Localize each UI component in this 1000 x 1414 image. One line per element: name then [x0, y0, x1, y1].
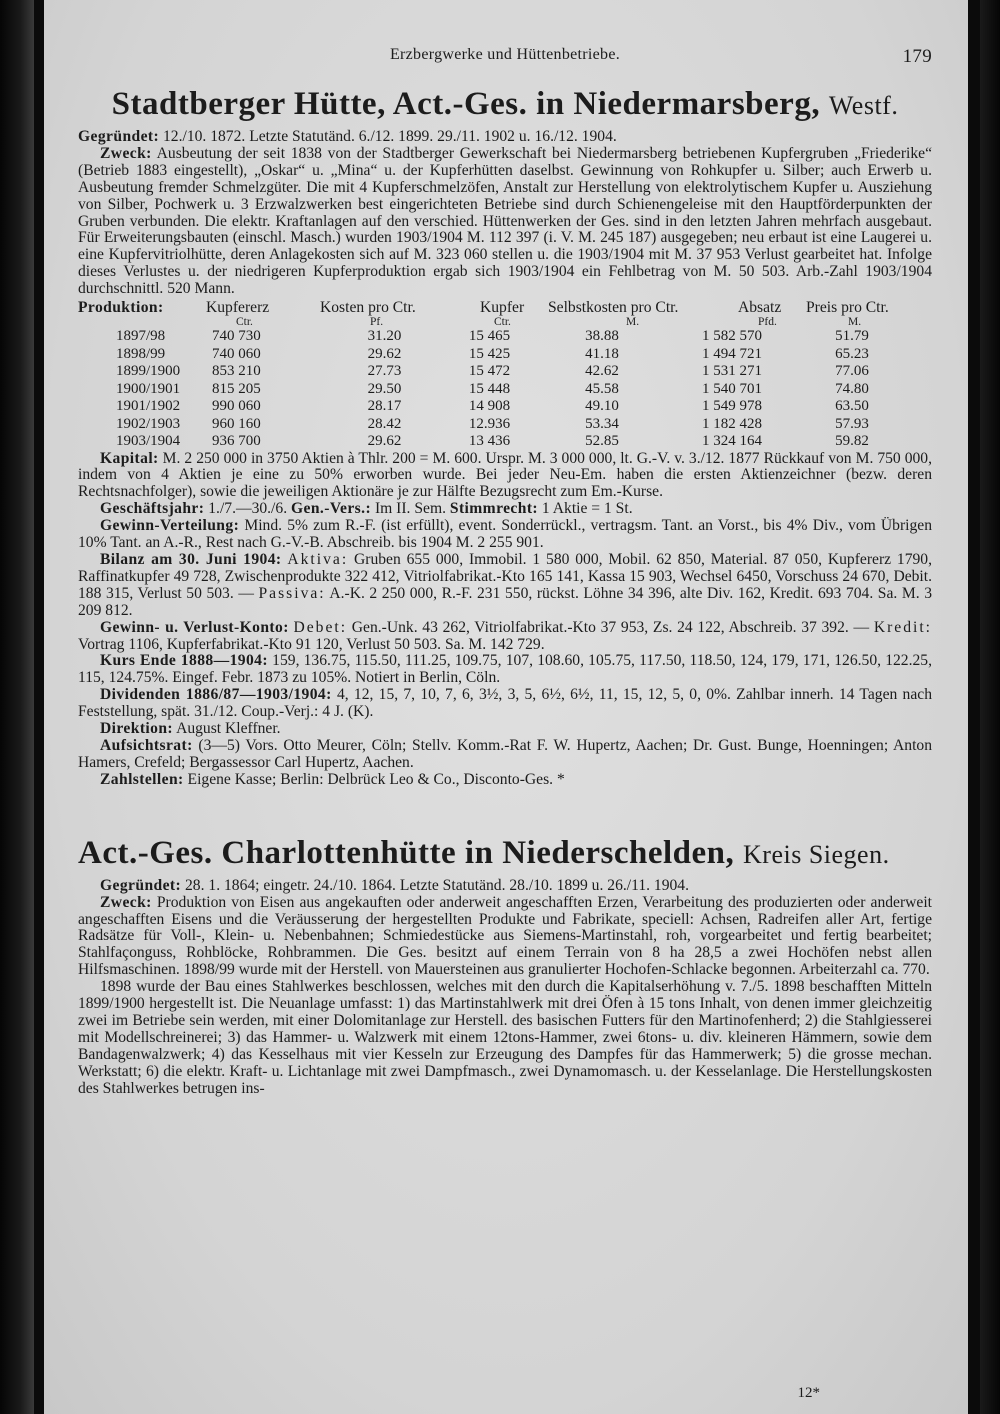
- entry-kurs: [78, 653, 932, 687]
- text-geschaeftsjahr: 1./7.—30./6.: [208, 500, 288, 518]
- cell-kupfer: 12.936: [468, 415, 511, 432]
- label2-gegruendet: Gegründet:: [100, 876, 182, 894]
- text-genvers: Im II. Sem.: [374, 500, 446, 518]
- label-stimmrecht: Stimmrecht:: [449, 500, 539, 518]
- label-gewinnverteilung: Gewinn-Verteilung:: [100, 517, 240, 535]
- label-zahlstellen: Zahlstellen:: [100, 770, 184, 788]
- text2-zweck: Produktion von Eisen aus angekauften oder anderweit angeschafften Erzen, Verarbeitung des produzierten oder anderweit angeschafften Eisens und die Veräusserung der hergestellten Produkte und Fabrikate, speciell: Achsen, Radreifen aller Art, fertige Radsätze für Voll-, Klein- u. Nebenbahnen; Schmiedestücke aus Siemens-Martinstahl, roh, vorgearbeitet und fertig bearbeitet; Stahlfaçonguss, Rohblöcke, Rohbrammen. Die Ges. besitzt auf einem Terrain von 8 ha 28,5 a zwei Hochöfen nebst allen Hilfsmaschinen. 1898/99 wurde mit der Herstell. von Mauersteinen aus granulierter Hochofen-Schlacke begonnen. Arbeiterzahl ca. 770.: [78, 893, 932, 979]
- col-selbstkosten: Selbstkosten pro Ctr.: [548, 299, 679, 317]
- text-kurs: 159, 136.75, 115.50, 111.25, 109.75, 107, 108.60, 105.75, 117.50, 118.50, 124, 179, 171, 126.50, 122.25, 115, 124.75%. Eingef. Febr. 1873 zu 105%. Notiert in Berlin, Cöln.: [78, 652, 932, 687]
- entry-gegruendet: [78, 129, 932, 146]
- text-zahlstellen: Eigene Kasse; Berlin: Delbrück Leo & Co., Disconto-Ges. *: [187, 770, 565, 788]
- company-title-suffix: Westf.: [828, 91, 899, 120]
- label-aufsichtsrat: Aufsichtsrat:: [100, 736, 193, 754]
- col-kupfer: Kupfer: [480, 299, 525, 317]
- cell-selbstkosten: 38.88: [585, 328, 619, 345]
- cell-kosten: 31.20: [367, 328, 402, 345]
- col-absatz: Absatz: [738, 299, 782, 317]
- company-title-stadtberger: [78, 86, 932, 123]
- entry-gewinnverteilung: [78, 518, 932, 552]
- scan-left-border: [0, 0, 34, 1414]
- col-kosten: Kosten pro Ctr.: [320, 299, 416, 317]
- cell-kupfer: 14 908: [468, 398, 511, 415]
- text-debet: Gen.-Unk. 43 262, Vitriolfabrikat.-Kto 37 953, Zs. 24 122, Abschreib. 37 392. —: [351, 618, 870, 636]
- page-number: 179: [902, 46, 932, 67]
- cell-kupfererz: 936 700: [212, 433, 261, 450]
- cell-year: 1897/98: [116, 328, 166, 345]
- entry-kapital: [78, 451, 932, 502]
- company-title-main: Stadtberger Hütte, Act.-Ges. in Niedermarsberg,: [111, 86, 821, 122]
- label-direktion: Direktion:: [100, 720, 174, 738]
- cell-kosten: 29.62: [367, 345, 402, 362]
- cell-preis: 77.06: [835, 363, 869, 380]
- cell-kupfererz: 960 160: [212, 415, 261, 432]
- cell-kupfererz: 815 205: [212, 380, 261, 397]
- cell-year: 1899/1900: [116, 363, 181, 380]
- text-kredit: Vortrag 1106, Kupferfabrikat.-Kto 91 120, Verlust 50 503. Sa. M. 142 729.: [78, 635, 545, 653]
- cell-preis: 63.50: [835, 398, 869, 415]
- production-table-body: [116, 328, 912, 451]
- cell-kupfererz: 853 210: [212, 363, 261, 380]
- production-units: [78, 316, 932, 328]
- cell-selbstkosten: 49.10: [585, 398, 619, 415]
- cell-kosten: 29.62: [367, 433, 402, 450]
- text-stimmrecht: 1 Aktie = 1 St.: [541, 500, 633, 518]
- cell-kosten: 28.17: [367, 398, 402, 415]
- entry-bilanz: [78, 552, 932, 620]
- cell-kosten: 29.50: [367, 380, 402, 397]
- text-gegruendet: 12./10. 1872. Letzte Statutänd. 6./12. 1899. 29./11. 1902 u. 16./12. 1904.: [163, 128, 617, 145]
- cell-kupfer: 15 472: [468, 363, 511, 380]
- production-row: [116, 398, 912, 416]
- cell-kupfererz: 990 060: [212, 398, 261, 415]
- company2-title-main: Act.-Ges. Charlottenhütte in Niederschelden,: [78, 834, 735, 871]
- text-aufsichtsrat: (3—5) Vors. Otto Meurer, Cöln; Stellv. Komm.-Rat F. W. Hupertz, Aachen; Dr. Gust. Bunge, Hoenningen; Anton Hamers, Crefeld; Bergassessor Carl Hupertz, Aachen.: [78, 736, 932, 771]
- cell-kupfer: 15 465: [468, 328, 511, 345]
- label-geschaeftsjahr: Geschäftsjahr:: [100, 500, 205, 518]
- cell-kupfer: 15 425: [468, 345, 511, 362]
- cell-absatz: 1 540 701: [702, 380, 762, 397]
- entry-zahlstellen: [78, 772, 932, 789]
- scan-right-border: [980, 0, 1000, 1414]
- running-header: [78, 40, 932, 70]
- unit-preis: M.: [848, 316, 862, 329]
- entry-guv: [78, 620, 932, 654]
- production-row: [116, 328, 912, 346]
- cell-preis: 51.79: [835, 328, 869, 345]
- cell-kupfer: 13 436: [468, 433, 511, 450]
- cell-kosten: 27.73: [367, 363, 402, 380]
- cell-preis: 65.23: [835, 345, 869, 362]
- label-dividenden: Dividenden 1886/87—1903/1904:: [100, 686, 332, 704]
- cell-kupfererz: 740 730: [212, 328, 261, 345]
- cell-selbstkosten: 53.34: [585, 415, 619, 432]
- cell-absatz: 1 531 271: [702, 363, 762, 380]
- cell-selbstkosten: 41.18: [585, 345, 619, 362]
- cell-selbstkosten: 42.62: [585, 363, 619, 380]
- label-zweck: Zweck:: [100, 144, 152, 162]
- signature-mark: 12*: [797, 1385, 820, 1401]
- text-dividenden: 4, 12, 15, 7, 10, 7, 6, 3½, 3, 5, 6½, 6½, 11, 15, 12, 5, 0, 0%. Zahlbar innerh. 14 Tagen nach Feststellung, spät. 31./12. Coup.-Verj.: 4 J. (K).: [78, 686, 932, 721]
- company-title-charlottenhuette: [78, 835, 932, 872]
- cell-selbstkosten: 52.85: [585, 433, 619, 450]
- cell-preis: 74.80: [835, 380, 869, 397]
- cell-year: 1898/99: [116, 345, 166, 362]
- cell-kosten: 28.42: [367, 415, 402, 432]
- cell-absatz: 1 549 978: [702, 398, 762, 415]
- document-page: [44, 0, 968, 1414]
- entry2-gegruendet: [78, 878, 932, 895]
- label-gegruendet: Gegründet:: [78, 128, 160, 145]
- text-zweck: Ausbeutung der seit 1838 von der Stadtberger Gewerkschaft bei Niedermarsberg betriebenen Kupfergruben „Friederike“ (Betrieb 1883 eingestellt), „Oskar“ u. „Mina“ u. der Kupferhütten daselbst. Gewinnung von Rohkupfer u. Silber; auch Erwerb u. Ausbeutung fremder Schmelzgüter. Die mit 4 Kupferschmelzöfen, Anstalt zur Herstellung von elektrolytischem Kupfer u. Ausziehung von Silber, Pochwerk u. 3 Erzwalzwerken best eingerichteten Betriebe sind durch Schienengeleise mit den Hauptförderpunkten der Gruben verbunden. Die elektr. Kraftanlagen auf den verschied. Hüttenwerken der Ges. sind in den letzten Jahren mehrfach ausgebaut. Für Erweiterungsbauten (einschl. Masch.) wurden 1903/1904 M. 112 397 (i. V. M. 245 187) ausgegeben; neu erbaut ist eine Laugerei u. eine Kupfervitriolhütte, deren Anlagekosten sich auf M. 323 060 stellen u. die 1903/1904 mit M. 37 953 Verlust gearbeitet hat. Infolge dieses Verlustes u. der niedrigeren Kupferproduktion ergab sich 1903/1904 ein Fehlbetrag von M. 50 503. Arb.-Zahl 1903/1904 durchschnittl. 520 Mann.: [78, 144, 932, 298]
- label-aktiva: Aktiva:: [287, 551, 349, 568]
- production-row: [116, 363, 912, 381]
- text-kapital: M. 2 250 000 in 3750 Aktien à Thlr. 200 = M. 600. Urspr. M. 3 000 000, lt. G.-V. v. 3./12. 1877 Rückkauf von M. 750 000, indem von 4 Aktien je eine zu 50% erworben wurde. Bei jeder Neu-Em. haben die ersten Aktienzeichner (bezw. deren Rechtsnachfolger), sowie die jeweiligen Aktionäre je zur Hälfte Bezugsrecht zum Em.-Kurse.: [78, 449, 932, 501]
- unit-selbstkosten: M.: [626, 316, 640, 329]
- cell-year: 1902/1903: [116, 415, 181, 432]
- text-passiva: A.-K. 2 250 000, R.-F. 231 550, rückst. Löhne 34 396, alte Div. 162, Kredit. 693 704. Sa. M. 3 209 812.: [78, 584, 932, 619]
- label-passiva: Passiva:: [258, 584, 326, 602]
- text-gewinnverteilung: Mind. 5% zum R.-F. (ist erfüllt), event. Sonderrückl., vertragsm. Tant. an Vorst., bis 4% Div., vom Übrigen 10% Tant. an A.-R., Rest nach G.-V.-B. Abschreib. bis 1904 M. 2 255 901.: [78, 517, 932, 552]
- cell-year: 1901/1902: [116, 398, 181, 415]
- label-kurs: Kurs Ende 1888—1904:: [100, 652, 268, 670]
- text-aktiva: Gruben 655 000, Immobil. 1 580 000, Mobil. 62 850, Material. 87 050, Kupfererz 1790, Raffinatkupfer 49 728, Zwischenprodukte 322 412, Vitriolfabrikat.-Kto 165 141, Kassa 15 903, Wechsel 6450, Vorschuss 24 670, Debit. 188 315, Verlust 50 503. —: [78, 551, 932, 602]
- label-produktion: Produktion:: [78, 299, 164, 317]
- col-preis: Preis pro Ctr.: [806, 299, 889, 317]
- label-debet: Debet:: [293, 618, 348, 636]
- production-header: [78, 299, 932, 316]
- cell-absatz: 1 582 570: [702, 328, 762, 345]
- entry-aufsichtsrat: [78, 738, 932, 772]
- cell-year: 1903/1904: [116, 433, 181, 450]
- production-row: [116, 381, 912, 399]
- label-kredit: Kredit:: [873, 618, 932, 636]
- cell-kupfer: 15 448: [468, 380, 511, 397]
- cell-selbstkosten: 45.58: [585, 380, 619, 397]
- text2-gegruendet: 28. 1. 1864; eingetr. 24./10. 1864. Letzte Statutänd. 28./10. 1899 u. 26./11. 1904.: [185, 876, 690, 894]
- label-kapital: Kapital:: [100, 449, 159, 467]
- label-bilanz: Bilanz am 30. Juni 1904:: [100, 551, 282, 568]
- cell-kupfererz: 740 060: [212, 345, 261, 362]
- unit-kupfererz: Ctr.: [236, 316, 253, 329]
- running-head-title: Erzbergwerke und Hüttenbetriebe.: [389, 46, 621, 63]
- cell-year: 1900/1901: [116, 380, 181, 397]
- entry-zweck: [78, 146, 932, 298]
- entry2-paragraph: 1898 wurde der Bau eines Stahlwerkes beschlossen, welches mit den durch die Kapitalserhöhung v. 7./5. 1898 beschafften Mitteln 1899/1900 hergestellt ist. Die Neuanlage umfasst: 1) das Martinstahlwerk mit drei Öfen à 15 tons Inhalt, von denen immer gleichzeitig zwei im Betriebe sein werden, mit einer Dolomitanlage zur Herstell. des basischen Futters für den Martinofenherd; 2) die Stahlgiesserei mit Modellschreinerei; 3) das Hammer- u. Walzwerk mit einem 12tons-Hammer, zwei 6tons- u. div. kleineren Hämmern, sowie dem Bandagenwalzwerk; 4) das Kesselhaus mit vier Kesseln zur Erzeugung des Dampfes für das Hammerwerk; 5) die grosse mechan. Werkstatt; 6) die elektr. Kraft- u. Lichtanlage mit zwei Dampfmasch., zwei Dynamomasch. u. der Kesselanlage. Die Herstellungskosten des Stahlwerkes betrugen ins-: [78, 978, 932, 1097]
- unit-absatz: Pfd.: [758, 316, 777, 329]
- production-table: [116, 328, 912, 451]
- production-row: [116, 433, 912, 451]
- company2-title-suffix: Kreis Siegen.: [743, 839, 890, 869]
- production-row: [116, 346, 912, 364]
- unit-kosten: Pf.: [370, 316, 384, 329]
- entry-direktion: [78, 721, 932, 738]
- label-guv: Gewinn- u. Verlust-Konto:: [100, 618, 289, 636]
- entry-dividenden: [78, 687, 932, 721]
- unit-kupfer: Ctr.: [494, 316, 511, 329]
- entry-geschaeftsjahr: [78, 501, 932, 518]
- cell-absatz: 1 324 164: [702, 433, 762, 450]
- col-kupfererz: Kupfererz: [206, 299, 270, 317]
- label2-zweck: Zweck:: [100, 893, 152, 911]
- cell-absatz: 1 494 721: [702, 345, 762, 362]
- production-row: [116, 416, 912, 434]
- cell-preis: 57.93: [835, 415, 869, 432]
- entry2-zweck: [78, 895, 932, 980]
- cell-absatz: 1 182 428: [702, 415, 762, 432]
- label-genvers: Gen.-Vers.:: [291, 500, 372, 518]
- text-direktion: August Kleffner.: [176, 720, 281, 738]
- cell-preis: 59.82: [835, 433, 869, 450]
